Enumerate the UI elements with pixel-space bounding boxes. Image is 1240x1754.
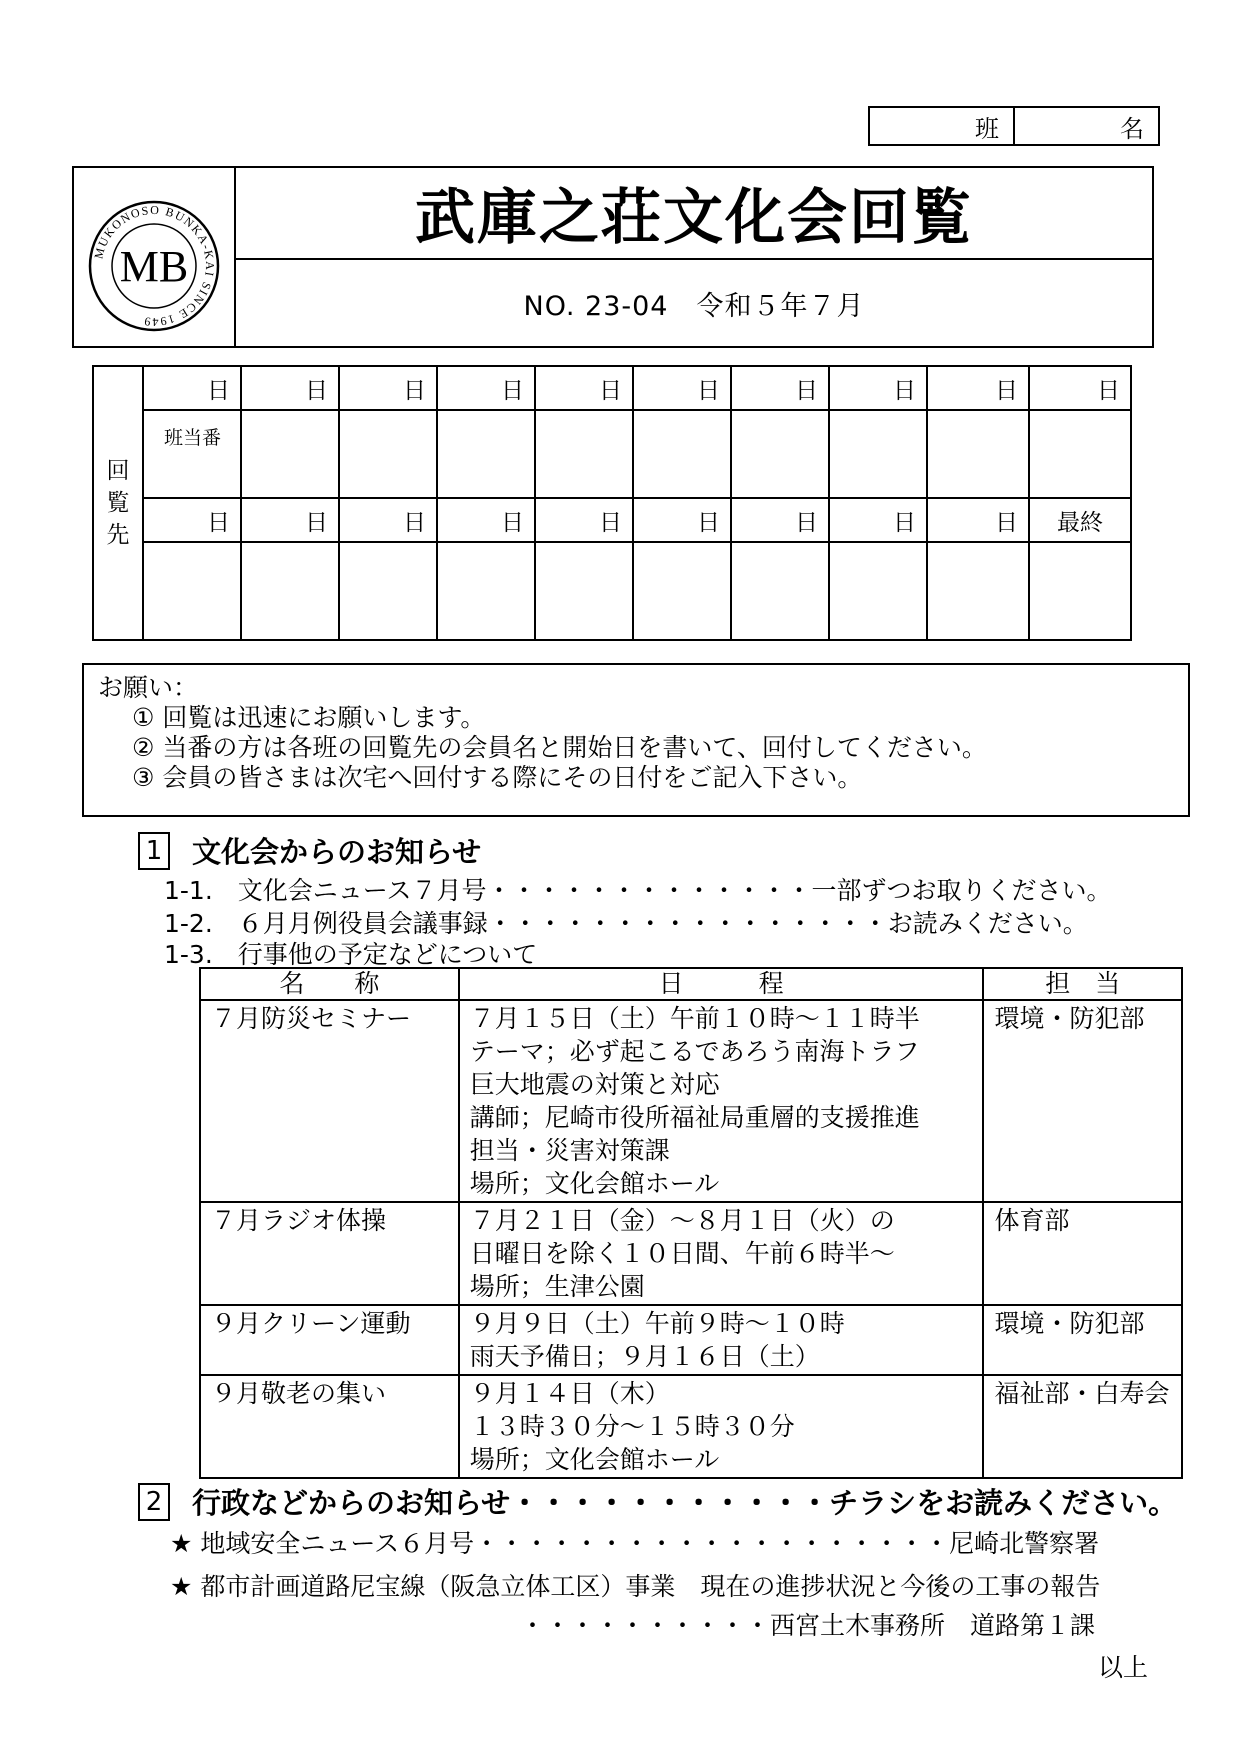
closing-text: 以上 xyxy=(1098,1653,1149,1682)
member-cell[interactable] xyxy=(829,542,927,640)
request-item: ② 当番の方は各班の回覧先の会員名と開始日を書いて、回付してください。 xyxy=(132,733,987,762)
duty-label: 班当番 xyxy=(164,427,222,449)
column-header: 担 当 xyxy=(983,968,1182,1000)
day-cell[interactable]: 日 xyxy=(535,498,633,542)
day-cell[interactable]: 日 xyxy=(241,366,339,410)
event-owner: 体育部 xyxy=(983,1202,1182,1305)
day-cell[interactable]: 日 xyxy=(437,366,535,410)
event-schedule: ７月１５日（土）午前１０時～１１時半 テーマ；必ず起こるであろう南海トラフ 巨大地震の対策と対応 講師；尼崎市役所福祉局重層的支援推進 担当・災害対策課 場所；文化会館ホール xyxy=(459,1000,984,1202)
event-name: ７月ラジオ体操 xyxy=(200,1202,459,1305)
page-title: 武庫之荘文化会回覧 xyxy=(415,183,973,253)
day-cell[interactable]: 日 xyxy=(437,498,535,542)
member-cell[interactable] xyxy=(1029,410,1131,498)
member-cell[interactable] xyxy=(535,410,633,498)
day-cell[interactable]: 日 xyxy=(927,498,1029,542)
event-schedule: ９月９日（土）午前９時～１０時 雨天予備日；９月１６日（土） xyxy=(459,1305,984,1375)
section2-heading xyxy=(138,1481,1177,1522)
logo-initials: MB xyxy=(119,242,189,291)
event-owner: 環境・防犯部 xyxy=(983,1000,1182,1202)
day-cell[interactable]: 日 xyxy=(339,366,437,410)
event-name: ７月防災セミナー xyxy=(200,1000,459,1202)
event-name: ９月敬老の集い xyxy=(200,1375,459,1478)
member-cell[interactable] xyxy=(143,542,241,640)
member-cell[interactable] xyxy=(633,410,731,498)
section2-number: 2 xyxy=(138,1483,170,1521)
section1-title: 文化会からのお知らせ xyxy=(192,835,482,869)
member-cell[interactable] xyxy=(731,410,829,498)
section2-title: 行政などからのお知らせ・・・・・・・・・・・チラシをお読みください。 xyxy=(192,1486,1178,1520)
event-schedule: ９月１４日（木） １３時３０分～１５時３０分 場所；文化会館ホール xyxy=(459,1375,984,1478)
day-cell[interactable]: 日 xyxy=(143,366,241,410)
day-cell[interactable]: 日 xyxy=(1029,366,1131,410)
member-cell[interactable] xyxy=(1029,542,1131,640)
table-row xyxy=(200,1000,1182,1202)
day-cell[interactable]: 日 xyxy=(829,498,927,542)
member-cell[interactable] xyxy=(731,542,829,640)
section2-line: ★ 地域安全ニュース６月号・・・・・・・・・・・・・・・・・・・尼崎北警察署 xyxy=(170,1529,1100,1558)
day-cell[interactable]: 日 xyxy=(241,498,339,542)
table-row xyxy=(200,1375,1182,1478)
day-cell[interactable]: 日 xyxy=(927,366,1029,410)
day-cell[interactable]: 日 xyxy=(535,366,633,410)
header-box xyxy=(72,166,1154,348)
section2-line: ★ 都市計画道路尼宝線（阪急立体工区）事業 現在の進捗状況と今後の工事の報告 xyxy=(170,1572,1101,1601)
request-title: お願い： xyxy=(98,673,199,702)
logo-ring-text: MUKONOSO BUNKA-KAI SINCE 1949 xyxy=(91,202,218,330)
name-label: 名 xyxy=(1120,114,1144,143)
table-header-row xyxy=(200,968,1182,1000)
final-cell[interactable]: 最終 xyxy=(1029,498,1131,542)
logo-cell xyxy=(74,168,236,346)
table-row xyxy=(200,1305,1182,1375)
event-schedule: ７月２１日（金）～８月１日（火）の 日曜日を除く１０日間、午前６時半～ 場所；生津公園 xyxy=(459,1202,984,1305)
section2-line: ・・・・・・・・・・西宮土木事務所 道路第１課 xyxy=(520,1611,1096,1640)
section1-line: 1-1. 文化会ニュース７月号・・・・・・・・・・・・・一部ずつお取りください。 xyxy=(164,876,1112,905)
request-box xyxy=(82,663,1190,817)
section1-line: 1-2. ６月月例役員会議事録・・・・・・・・・・・・・・・・お読みください。 xyxy=(164,909,1088,938)
member-cell[interactable] xyxy=(437,410,535,498)
routing-side-label: 回 覧 先 xyxy=(93,366,143,640)
member-cell[interactable] xyxy=(241,542,339,640)
table-row xyxy=(200,1202,1182,1305)
member-cell[interactable] xyxy=(927,410,1029,498)
event-owner: 環境・防犯部 xyxy=(983,1305,1182,1375)
event-name: ９月クリーン運動 xyxy=(200,1305,459,1375)
duty-cell[interactable] xyxy=(143,410,241,498)
member-cell[interactable] xyxy=(437,542,535,640)
member-cell[interactable] xyxy=(829,410,927,498)
issue-number: NO. 23-04 令和５年７月 xyxy=(523,290,865,322)
section1-number: 1 xyxy=(138,832,170,870)
section1-line: 1-3. 行事他の予定などについて xyxy=(164,940,538,969)
section1-heading xyxy=(138,830,481,871)
event-owner: 福祉部・白寿会 xyxy=(983,1375,1182,1478)
day-cell[interactable]: 日 xyxy=(731,498,829,542)
member-cell[interactable] xyxy=(339,410,437,498)
day-cell[interactable]: 日 xyxy=(633,498,731,542)
han-label: 班 xyxy=(870,108,1015,144)
day-cell[interactable]: 日 xyxy=(731,366,829,410)
han-name-box xyxy=(868,106,1160,146)
day-cell[interactable]: 日 xyxy=(339,498,437,542)
request-item: ③ 会員の皆さまは次宅へ回付する際にその日付をご記入下さい。 xyxy=(132,763,863,792)
member-cell[interactable] xyxy=(241,410,339,498)
member-cell[interactable] xyxy=(339,542,437,640)
day-cell[interactable]: 日 xyxy=(143,498,241,542)
day-cell[interactable]: 日 xyxy=(633,366,731,410)
column-header: 名 称 xyxy=(200,968,459,1000)
column-header: 日 程 xyxy=(459,968,984,1000)
member-cell[interactable] xyxy=(535,542,633,640)
member-cell[interactable] xyxy=(927,542,1029,640)
bunkakai-logo xyxy=(74,168,234,346)
request-item: ① 回覧は迅速にお願いします。 xyxy=(132,703,486,732)
schedule-table xyxy=(199,967,1183,1479)
member-cell[interactable] xyxy=(633,542,731,640)
routing-grid xyxy=(92,365,1132,641)
day-cell[interactable]: 日 xyxy=(829,366,927,410)
